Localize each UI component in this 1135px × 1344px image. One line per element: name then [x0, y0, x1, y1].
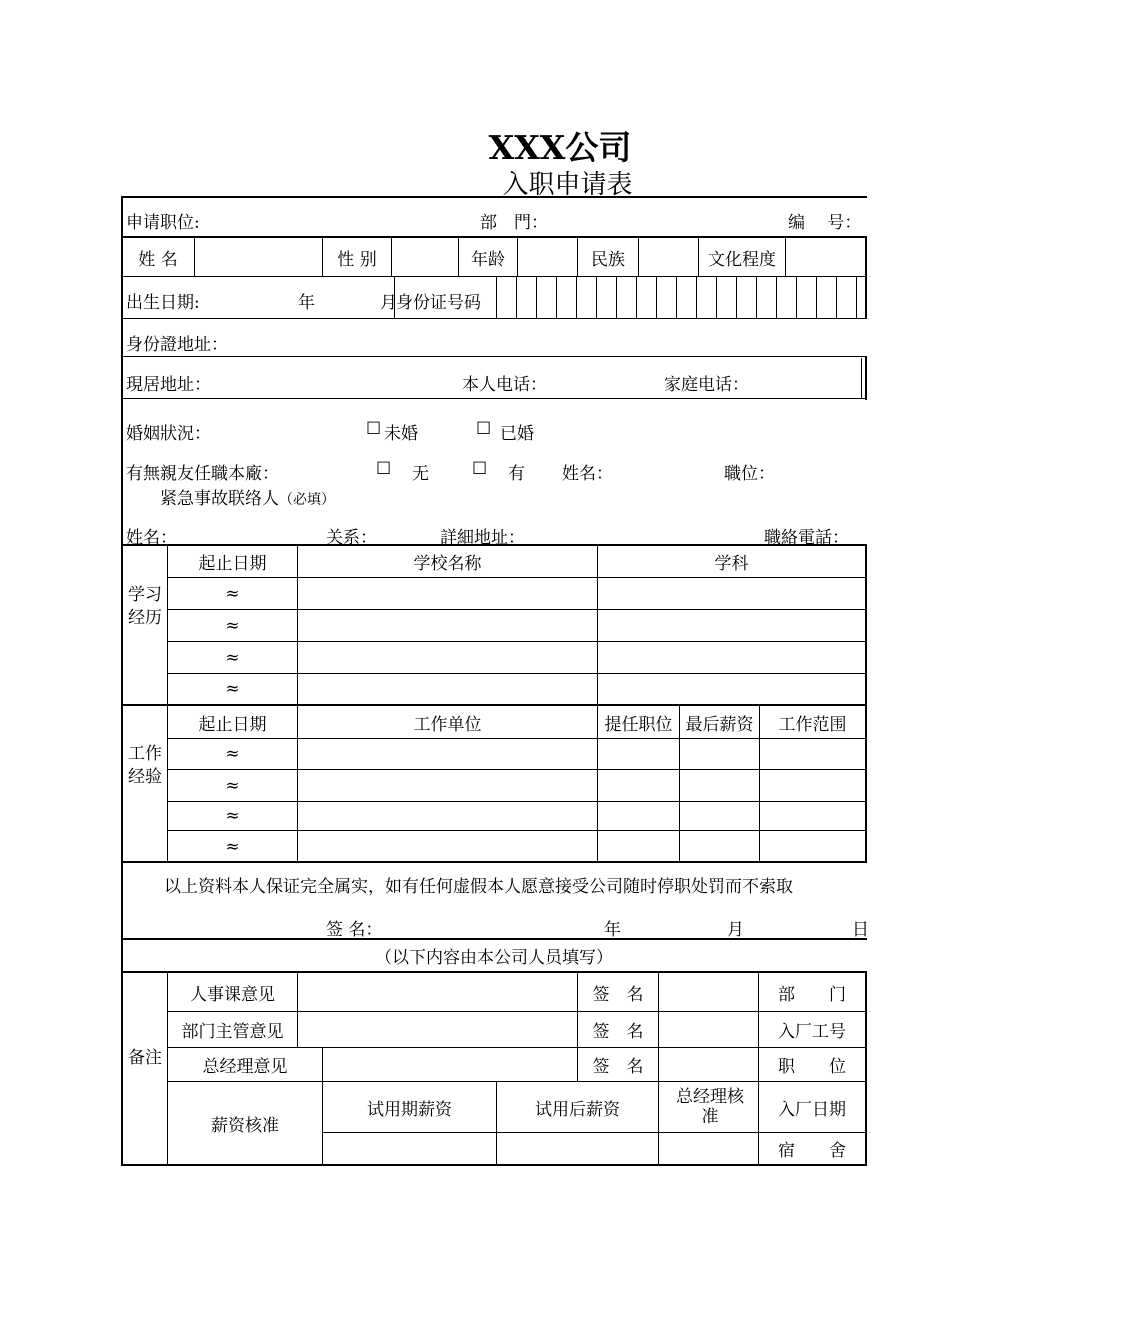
work-header-dates: 起止日期	[198, 714, 267, 735]
emergency-address-label: 詳細地址：	[440, 528, 525, 548]
frame-right-2	[865, 356, 867, 400]
rule	[785, 236, 786, 276]
relatives-label: 有無親友任職本廠：	[126, 464, 279, 484]
required-note: （必填）	[279, 492, 335, 508]
yes-label: 有	[508, 464, 525, 484]
edu-header-dates: 起止日期	[198, 553, 267, 574]
rule	[167, 1011, 867, 1012]
rule	[658, 973, 659, 1166]
rule	[194, 236, 195, 276]
declaration-text: 以上资料本人保证完全属实，如有任何虚假本人愿意接受公司随时停职处罚而不索取	[164, 877, 793, 897]
post-probation-salary-label: 试用后薪资	[535, 1099, 620, 1120]
relative-position-label: 職位：	[724, 464, 775, 484]
entry-date-label: 入厂日期	[778, 1099, 846, 1120]
frame-left	[121, 196, 123, 1166]
work-row-dates[interactable]: ≈	[225, 806, 240, 826]
id-box-divider	[616, 276, 617, 318]
id-box-divider	[856, 276, 857, 318]
name-label: 姓 名	[138, 249, 178, 270]
salary-approval-label: 薪资核准	[211, 1115, 279, 1136]
probation-salary-label: 试用期薪资	[367, 1099, 452, 1120]
married-label: 已婚	[500, 424, 534, 444]
id-box-divider	[576, 276, 577, 318]
hr-opinion-label: 人事课意见	[190, 985, 275, 1005]
rule	[517, 236, 518, 276]
emergency-heading-text: 紧急事故联络人	[160, 489, 279, 509]
rule	[394, 276, 395, 318]
yes-relatives-checkbox[interactable]: ☐	[472, 459, 488, 479]
rule	[861, 358, 862, 398]
work-section-label: 工作经验	[128, 744, 162, 787]
unmarried-checkbox[interactable]: ☐	[366, 419, 382, 439]
number-label: 编 号：	[788, 213, 862, 233]
rule	[322, 1047, 323, 1081]
company-title: XXX公司	[488, 128, 632, 167]
edu-header-subject: 学科	[714, 553, 749, 574]
work-header-employer: 工作单位	[413, 714, 482, 735]
id-box-divider	[556, 276, 557, 318]
edu-row-dates[interactable]: ≈	[225, 679, 240, 699]
age-label: 年龄	[471, 249, 505, 270]
rule	[121, 356, 867, 357]
rule	[167, 1047, 867, 1048]
emergency-phone-label: 職絡電話：	[764, 528, 849, 548]
work-header-position: 提任职位	[604, 714, 673, 735]
id-box-divider	[596, 276, 597, 318]
work-row-dates[interactable]: ≈	[225, 836, 240, 857]
rule	[121, 318, 867, 319]
id-box-divider	[676, 276, 677, 318]
marital-status-label: 婚姻狀況：	[126, 424, 211, 444]
employee-no-label: 入厂工号	[778, 1022, 846, 1042]
gm-approval-label: 总经理核准	[676, 1087, 744, 1127]
id-box-divider	[636, 276, 637, 318]
birth-month-label: 月	[380, 293, 397, 313]
home-phone-label: 家庭电话：	[664, 375, 749, 395]
frame-right-1	[865, 236, 867, 318]
id-box-divider	[516, 276, 517, 318]
id-box-divider	[736, 276, 737, 318]
emergency-heading	[160, 484, 335, 509]
id-box-divider	[696, 276, 697, 318]
id-box-divider	[756, 276, 757, 318]
apply-position-label: 申请职位:	[126, 213, 200, 233]
no-relatives-checkbox[interactable]: ☐	[376, 459, 392, 479]
ethnicity-label: 民族	[591, 249, 625, 270]
relative-name-label: 姓名：	[562, 464, 613, 484]
remarks-label: 备注	[128, 1048, 162, 1068]
frame-bottom	[121, 1164, 867, 1166]
rule	[121, 398, 867, 399]
dept-opinion-label: 部门主管意见	[181, 1022, 284, 1042]
position-field-label: 职 位	[778, 1057, 846, 1077]
id-address-label: 身份證地址：	[126, 335, 228, 355]
work-header-last-salary: 最后薪资	[685, 714, 754, 735]
sign-year-label: 年	[604, 920, 621, 940]
id-number-label: 身份证号码	[396, 293, 481, 313]
frame-right-3	[865, 544, 867, 862]
rule	[121, 971, 867, 973]
gender-label: 性 别	[337, 249, 377, 270]
id-box-divider	[656, 276, 657, 318]
edu-row-dates[interactable]: ≈	[225, 583, 240, 604]
frame-top	[121, 196, 867, 198]
birth-year-label: 年	[298, 293, 315, 313]
sign-month-label: 月	[727, 920, 744, 940]
gm-sign-label: 签 名	[592, 1057, 644, 1077]
unmarried-label: 未婚	[384, 424, 418, 444]
dormitory-label: 宿 舍	[778, 1141, 846, 1161]
no-label: 无	[412, 464, 429, 484]
id-box-divider	[496, 276, 497, 318]
sign-day-label: 日	[852, 920, 869, 940]
id-box-divider	[716, 276, 717, 318]
education-section-label: 学习经历	[128, 585, 162, 628]
id-box-divider	[776, 276, 777, 318]
internal-use-heading: （以下内容由本公司人员填写）	[375, 947, 613, 968]
form-title: 入职申请表	[502, 170, 633, 200]
rule	[391, 236, 392, 276]
rule	[121, 861, 867, 863]
emergency-name-label: 姓名：	[126, 528, 177, 548]
frame-right-4	[865, 973, 867, 1166]
id-box-divider	[816, 276, 817, 318]
rule	[638, 236, 639, 276]
current-address-label: 現居地址：	[126, 375, 211, 395]
department-field-label: 部 门	[778, 985, 846, 1005]
hr-sign-label: 签 名	[592, 985, 644, 1005]
edu-row-dates[interactable]: ≈	[225, 615, 240, 636]
dept-sign-label: 签 名	[592, 1022, 644, 1042]
gm-opinion-label: 总经理意见	[202, 1057, 288, 1077]
emergency-relation-label: 关系：	[326, 528, 377, 548]
rule	[297, 973, 298, 1012]
work-row-dates[interactable]: ≈	[225, 775, 240, 796]
id-box-divider	[836, 276, 837, 318]
id-box-divider	[796, 276, 797, 318]
work-row-dates[interactable]: ≈	[225, 744, 240, 764]
mobile-phone-label: 本人电话：	[462, 375, 547, 395]
work-header-scope: 工作范围	[778, 714, 847, 735]
id-box-divider	[536, 276, 537, 318]
married-checkbox[interactable]: ☐	[476, 419, 492, 439]
education-level-label: 文化程度	[708, 249, 776, 270]
edu-row-dates[interactable]: ≈	[225, 647, 240, 668]
birth-date-label: 出生日期:	[126, 293, 200, 313]
department-label: 部 門：	[480, 213, 548, 233]
signature-label: 签 名：	[326, 920, 383, 940]
rule	[297, 1012, 298, 1047]
edu-header-school: 学校名称	[413, 553, 482, 574]
